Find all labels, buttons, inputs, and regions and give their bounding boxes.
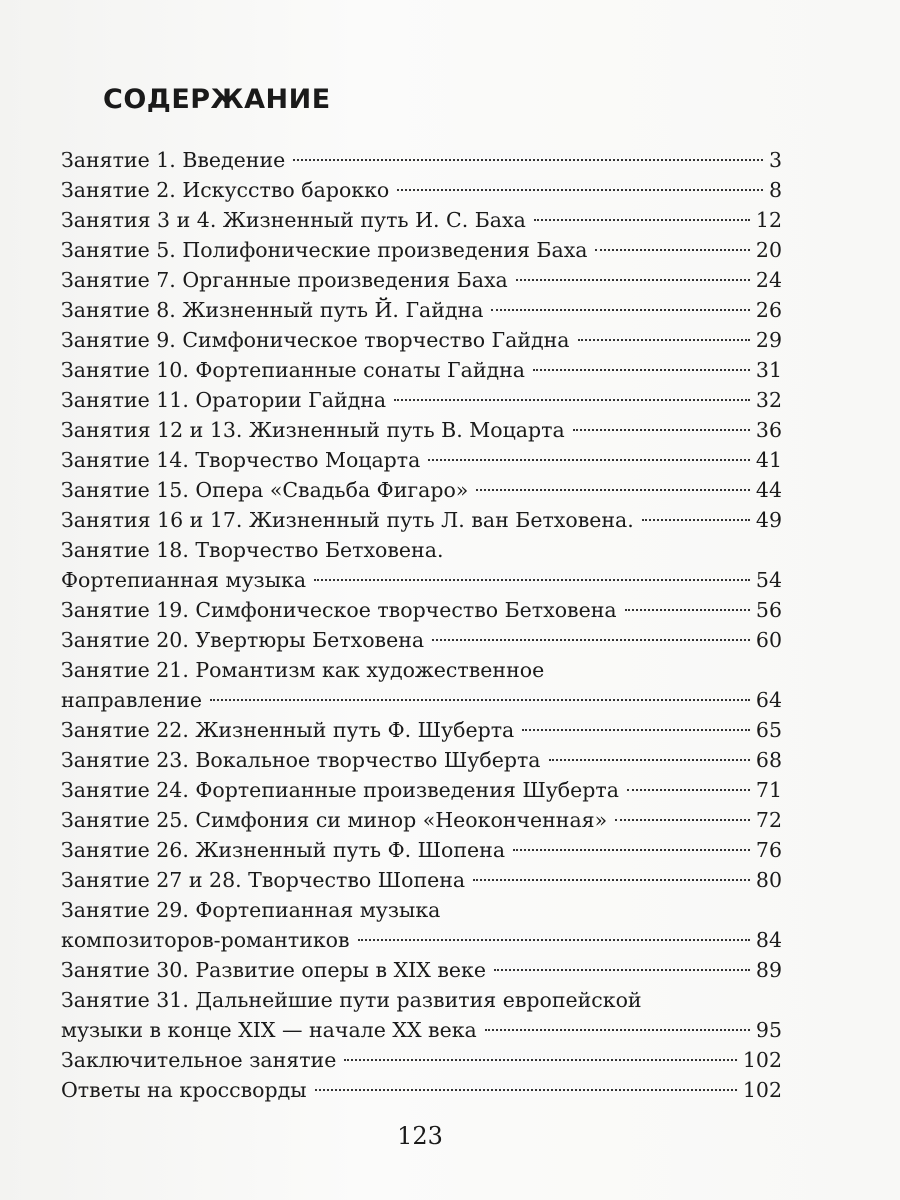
dot-leader [625, 609, 750, 611]
toc-entry [61, 145, 782, 175]
toc-entry-title: Занятие 19. Симфоническое творчество Бетховена [61, 598, 617, 622]
toc-entry-row [61, 595, 782, 625]
dot-leader [494, 969, 750, 971]
toc-entry [61, 835, 782, 865]
toc-entry-row [61, 835, 782, 865]
toc-entry-page: 84 [755, 928, 782, 952]
toc-entry-page: 36 [755, 418, 782, 442]
toc-entry-page: 31 [755, 358, 782, 382]
dot-leader [314, 579, 750, 581]
toc-entry-row [61, 625, 782, 655]
toc-entry [61, 985, 782, 1045]
dot-leader [516, 279, 750, 281]
toc-entry [61, 1075, 782, 1105]
dot-leader [627, 789, 750, 791]
dot-leader [573, 429, 750, 431]
toc-entry-page: 76 [755, 838, 782, 862]
toc-entry-row [61, 385, 782, 415]
toc-entry [61, 295, 782, 325]
toc-entry-page: 65 [755, 718, 782, 742]
toc-entry-title: музыки в конце XIX — начале XX века [61, 1018, 477, 1042]
toc-entry-title: направление [61, 688, 203, 712]
dot-leader [394, 399, 750, 401]
toc-entry-page: 12 [755, 208, 782, 232]
dot-leader [485, 1029, 750, 1031]
dot-leader [397, 189, 763, 191]
toc-entry-row [61, 775, 782, 805]
toc-entry-row [61, 205, 782, 235]
toc-entry-title-line: Занятие 21. Романтизм как художественное [61, 658, 545, 682]
toc-entry [61, 535, 782, 595]
dot-leader [358, 939, 750, 941]
toc-entry [61, 355, 782, 385]
toc-entry [61, 595, 782, 625]
toc-entry-page: 89 [755, 958, 782, 982]
dot-leader [473, 879, 750, 881]
toc-entry-row [61, 565, 782, 595]
toc-entry-title: Занятие 7. Органные произведения Баха [61, 268, 508, 292]
toc-entry [61, 505, 782, 535]
toc-entry-title: Занятие 9. Симфоническое творчество Гайдна [61, 328, 570, 352]
toc-entry [61, 1045, 782, 1075]
dot-leader [513, 849, 750, 851]
toc-entry-row [61, 295, 782, 325]
dot-leader [615, 819, 750, 821]
page-number: 123 [397, 1122, 443, 1150]
dot-leader [344, 1059, 737, 1061]
toc-entry-row [61, 715, 782, 745]
table-of-contents [61, 145, 782, 1105]
toc-entry-title: Занятие 11. Оратории Гайдна [61, 388, 387, 412]
toc-entry-title-line: Занятие 29. Фортепианная музыка [61, 898, 441, 922]
toc-entry-title: Занятие 27 и 28. Творчество Шопена [61, 868, 466, 892]
dot-leader [595, 249, 749, 251]
toc-entry-page: 3 [768, 148, 782, 172]
toc-entry [61, 865, 782, 895]
page-title: СОДЕРЖАНИЕ [103, 84, 331, 115]
toc-entry-page: 95 [755, 1018, 782, 1042]
toc-entry-title: Занятие 23. Вокальное творчество Шуберта [61, 748, 541, 772]
toc-entry-row [61, 925, 782, 955]
dot-leader [210, 699, 750, 701]
toc-entry-page: 26 [755, 298, 782, 322]
toc-entry-title: Занятие 15. Опера «Свадьба Фигаро» [61, 478, 469, 502]
toc-entry [61, 625, 782, 655]
toc-entry-row [61, 805, 782, 835]
toc-entry-page: 60 [755, 628, 782, 652]
toc-entry [61, 235, 782, 265]
toc-entry-row [61, 685, 782, 715]
dot-leader [578, 339, 750, 341]
toc-entry-title: Занятия 12 и 13. Жизненный путь В. Моцарта [61, 418, 565, 442]
toc-entry-page: 102 [742, 1048, 782, 1072]
toc-entry-title: Ответы на кроссворды [61, 1078, 307, 1102]
toc-entry [61, 475, 782, 505]
toc-entry-row [61, 415, 782, 445]
toc-entry [61, 805, 782, 835]
toc-entry-title: Занятие 30. Развитие оперы в XIX веке [61, 958, 486, 982]
dot-leader [533, 369, 750, 371]
toc-entry-page: 44 [755, 478, 782, 502]
toc-entry [61, 655, 782, 715]
toc-entry-title: Занятие 20. Увертюры Бетховена [61, 628, 425, 652]
toc-entry-title: Занятие 26. Жизненный путь Ф. Шопена [61, 838, 506, 862]
toc-entry-title-line: Занятие 31. Дальнейшие пути развития европейской [61, 988, 642, 1012]
toc-entry-row [61, 265, 782, 295]
toc-entry [61, 205, 782, 235]
toc-entry-page: 71 [755, 778, 782, 802]
toc-entry-title: Занятие 14. Творчество Моцарта [61, 448, 421, 472]
toc-entry-page: 80 [755, 868, 782, 892]
toc-entry [61, 415, 782, 445]
toc-entry-page: 20 [755, 238, 782, 262]
toc-entry-row [61, 145, 782, 175]
toc-entry-row [61, 745, 782, 775]
toc-entry-page: 54 [755, 568, 782, 592]
toc-entry-row [61, 955, 782, 985]
dot-leader [549, 759, 750, 761]
dot-leader [293, 159, 763, 161]
dot-leader [315, 1089, 737, 1091]
toc-entry-title: Занятие 1. Введение [61, 148, 286, 172]
toc-entry-page: 29 [755, 328, 782, 352]
dot-leader [476, 489, 750, 491]
toc-entry-title: Занятие 25. Симфония си минор «Неоконченная» [61, 808, 608, 832]
toc-entry-row [61, 235, 782, 265]
toc-entry-page: 8 [768, 178, 782, 202]
toc-entry [61, 715, 782, 745]
dot-leader [534, 219, 750, 221]
toc-entry-row [61, 355, 782, 385]
toc-entry [61, 175, 782, 205]
toc-entry-title: Занятие 5. Полифонические произведения Баха [61, 238, 588, 262]
toc-entry-page: 56 [755, 598, 782, 622]
toc-entry-row [61, 865, 782, 895]
dot-leader [432, 639, 750, 641]
toc-entry [61, 325, 782, 355]
toc-entry-page: 72 [755, 808, 782, 832]
toc-entry-title: Фортепианная музыка [61, 568, 307, 592]
toc-entry [61, 775, 782, 805]
dot-leader [428, 459, 750, 461]
dot-leader [491, 309, 749, 311]
toc-entry [61, 955, 782, 985]
toc-entry-title: композиторов-романтиков [61, 928, 350, 952]
toc-entry-title: Занятия 3 и 4. Жизненный путь И. С. Баха [61, 208, 526, 232]
toc-entry-row [61, 1045, 782, 1075]
dot-leader [642, 519, 750, 521]
toc-entry-title: Занятие 22. Жизненный путь Ф. Шуберта [61, 718, 515, 742]
dot-leader [522, 729, 750, 731]
toc-entry [61, 385, 782, 415]
toc-entry-page: 64 [755, 688, 782, 712]
toc-entry [61, 445, 782, 475]
toc-entry-row [61, 325, 782, 355]
toc-entry-title-line: Занятие 18. Творчество Бетховена. [61, 538, 444, 562]
toc-entry-row [61, 1075, 782, 1105]
toc-entry-page: 102 [742, 1078, 782, 1102]
toc-entry-title: Занятие 24. Фортепианные произведения Шуберта [61, 778, 619, 802]
toc-entry-row [61, 175, 782, 205]
toc-entry-title: Занятие 2. Искусство барокко [61, 178, 390, 202]
toc-entry [61, 265, 782, 295]
toc-entry-page: 24 [755, 268, 782, 292]
toc-entry-title: Занятие 10. Фортепианные сонаты Гайдна [61, 358, 526, 382]
toc-entry-title: Занятие 8. Жизненный путь Й. Гайдна [61, 298, 484, 322]
toc-entry-row [61, 505, 782, 535]
toc-entry-title: Занятия 16 и 17. Жизненный путь Л. ван Бетховена. [61, 508, 634, 532]
toc-entry [61, 895, 782, 955]
toc-entry-page: 49 [755, 508, 782, 532]
toc-entry-row [61, 445, 782, 475]
toc-entry-page: 68 [755, 748, 782, 772]
toc-entry-title: Заключительное занятие [61, 1048, 337, 1072]
toc-entry-row [61, 475, 782, 505]
toc-entry-page: 41 [755, 448, 782, 472]
toc-entry-page: 32 [755, 388, 782, 412]
toc-entry [61, 745, 782, 775]
toc-entry-row [61, 1015, 782, 1045]
